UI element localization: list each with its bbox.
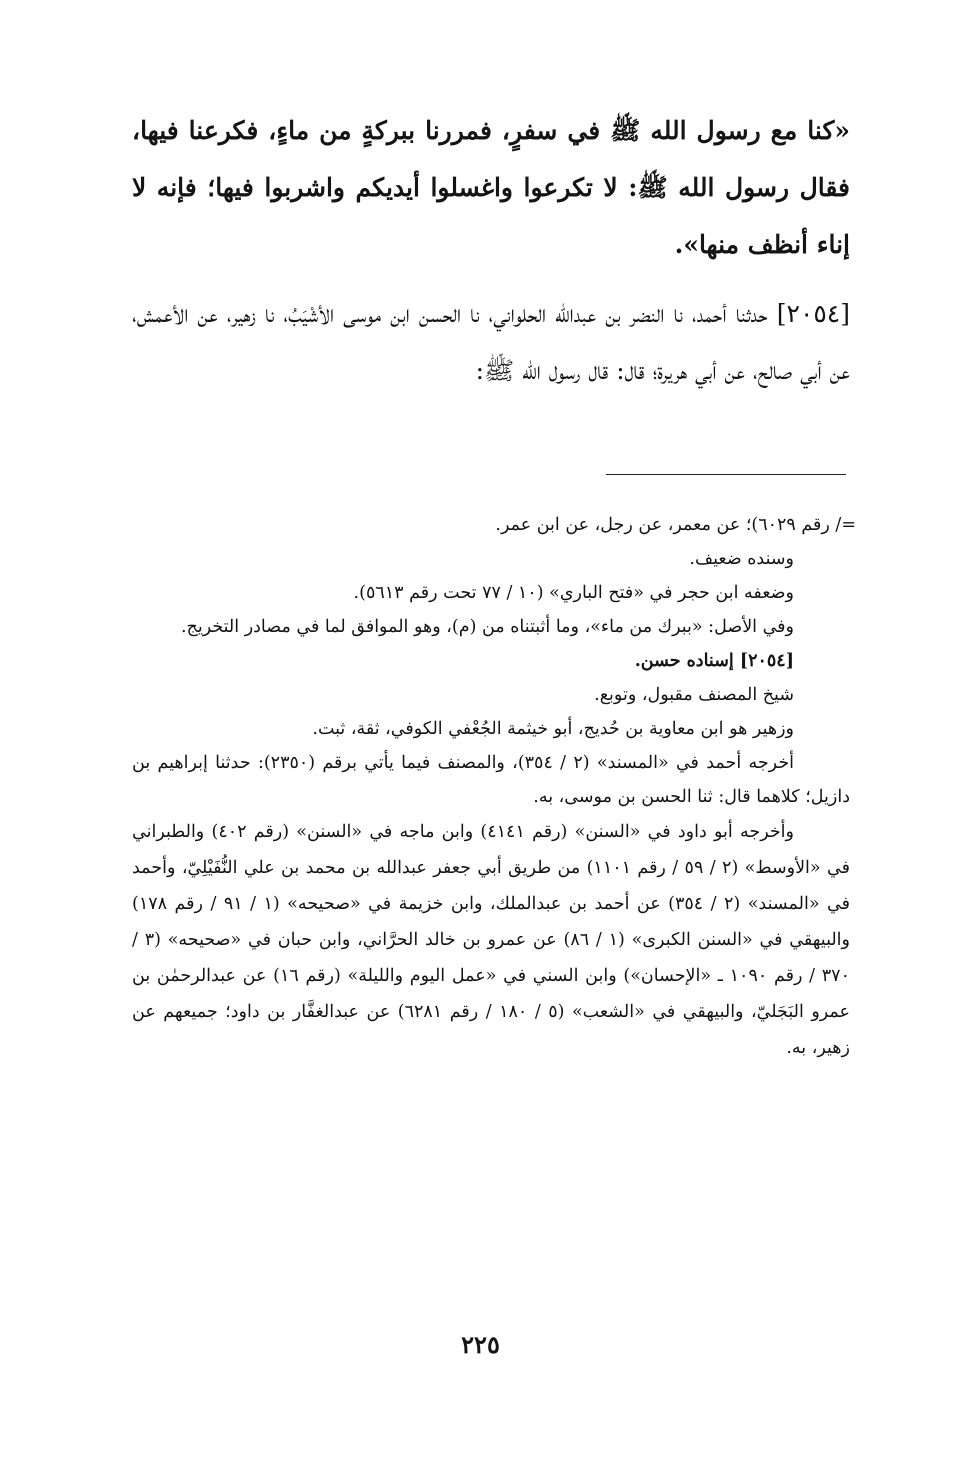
footnote-continuation: =/ رقم ٦٠٢٩)؛ عن معمر، عن رجل، عن ابن عمر. xyxy=(495,515,856,535)
footnote-hadith-number: [٢٠٥٤] إسناده حسن. xyxy=(634,651,794,671)
footnote-line: وسنده ضعيف. xyxy=(689,549,794,569)
hadith-text: «كنا مع رسول الله ﷺ في سفرٍ، فمررنا ببركةٍ من ماءٍ، فكرعنا فيها، فقال رسول الله ﷺ: لا تكرعوا واغسلوا أيديكم واشربوا فيها؛ فإنه لا إناء أنظف منها». xyxy=(132,116,850,259)
footnote-takhrij: وأخرجه أبو داود في «السنن» (رقم ٤١٤١) وابن ماجه في «السنن» (رقم ٤٠٢) والطبراني في «الأوسط» (٢ / ٥٩ / رقم ١١٠١) من طريق أبي جعفر عبدالله بن محمد بن علي النُّفَيْلِيّ، وأحمد في «المسند» (٢ / ٣٥٤) عن أحمد بن عبدالملك، وابن خزيمة في «صحيحه» (١ / ٩١ / رقم ١٧٨) والبيهقي في «السنن الكبرى» (١ / ٨٦) عن عمرو بن خالد الحرَّاني، وابن حبان في «صحيحه» (٣ / ٣٧٠ / رقم ١٠٩٠ ـ «الإحسان») وابن السني في «عمل اليوم والليلة» (رقم ١٦) عن عبدالرحمٰن بن عمرو البَجَليّ، والبيهقي في «الشعب» (٥ / ١٨٠ / رقم ٦٢٨١) عن عبدالغفَّار بن داود؛ جميعهم عن زهير، به. xyxy=(132,822,850,1058)
footnote-line: وزهير هو ابن معاوية بن حُديج، أبو خيثمة الجُعْفي الكوفي، ثقة، ثبت. xyxy=(312,719,794,739)
footnote-separator xyxy=(606,474,846,475)
footnote-line: وفي الأصل: «ببرك من ماء»، وما أثبتناه من (م)، وهو الموافق لما في مصادر التخريج. xyxy=(180,617,794,637)
page-number: ٢٢٥ xyxy=(461,1330,500,1359)
footnotes-block xyxy=(132,508,856,1066)
footnote-line: وضعفه ابن حجر في «فتح الباري» (١٠ / ٧٧ تحت رقم ٥٦١٣). xyxy=(353,583,794,603)
main-text-block xyxy=(132,102,850,399)
isnad-paragraph: [٢٠٥٤] حدثنا أحمد، نا النضر بن عبدالله الحلواني، نا الحسن ابن موسى الأشْيَبُ، نا زهير، عن الأعمش، عن أبي صالح، عن أبي هريرة؛ قال: قال رسول الله ﷺ: xyxy=(132,299,850,385)
footnote-line: أخرجه أحمد في «المسند» (٢ / ٣٥٤)، والمصنف فيما يأتي برقم (٢٣٥٠): حدثنا إبراهيم بن دازيل؛ كلاهما قال: ثنا الحسن بن موسى، به. xyxy=(132,753,850,807)
footnote-line: شيخ المصنف مقبول، وتوبع. xyxy=(594,685,794,705)
